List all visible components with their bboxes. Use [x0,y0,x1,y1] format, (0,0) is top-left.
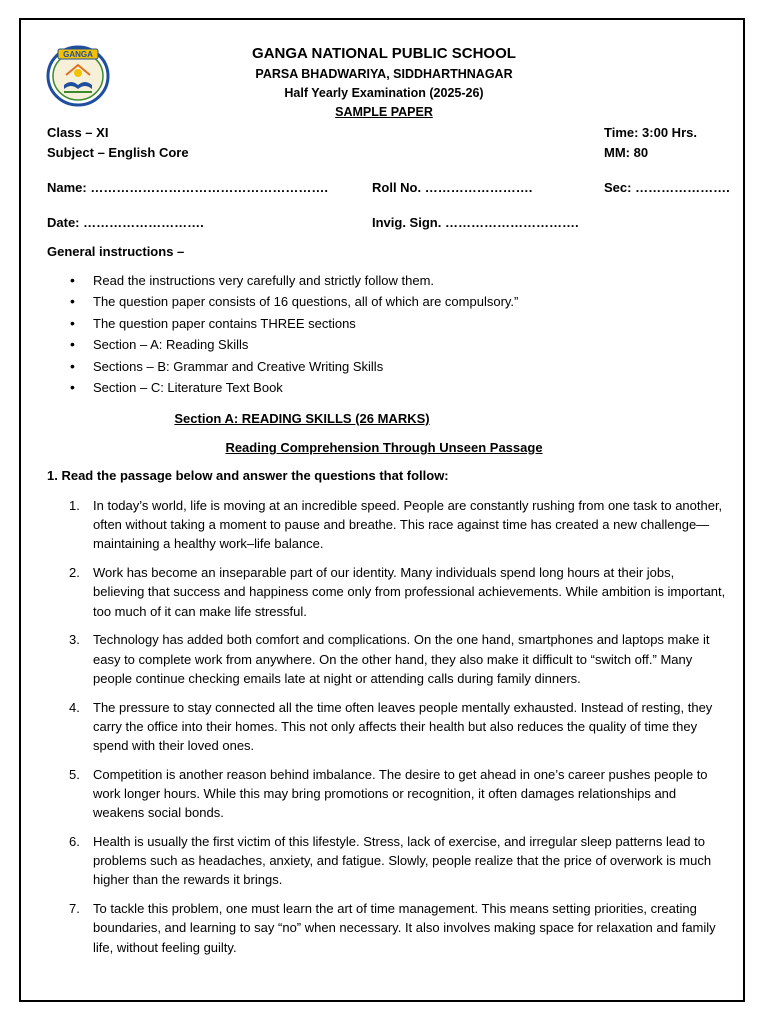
paragraph-text: Work has become an inseparable part of our identity. Many individuals spend long hours at their jobs, believing that success and happiness come only from professional achievements. While ambition is important, too much of it can make life stressful. [93,565,726,619]
roll-field: Roll No. ……………………. [372,180,533,195]
paragraph-number: 7. [69,901,80,917]
section-field: Sec: …………………. [604,180,730,195]
paragraph-number: 2. [69,565,80,581]
paragraph-number: 1. [69,498,80,513]
paragraph-number: 5. [69,766,80,782]
section-a-title: Section A: READING SKILLS (26 MARKS) [174,411,430,426]
passage-paragraph [66,899,726,957]
paragraph-text: Competition is another reason behind imbalance. The desire to get ahead in one’s career pushes people to work longer hours. While this may bring promotions or recognition, it often damages relationships and weakens social bonds. [93,766,708,821]
instructions-heading: General instructions – [47,244,185,259]
instructions-list [70,270,518,398]
paragraph-text: Health is usually the first victim of this lifestyle. Stress, lack of exercise, and irregular sleep patterns lead to problems such as headaches, anxiety, and fatigue. Slowly, people realize that the price of overwork is much higher than the rewards it brings. [93,834,712,888]
name-field: Name: ………………………………………………. [47,180,328,195]
paragraph-text: To tackle this problem, one must learn the art of time management. This means setting priorities, creating boundaries, and learning to say “no” when necessary. It also involves making space for relaxation and family life, without feeling guilty. [93,901,716,955]
instruction-item: • The question paper contains THREE sections [70,313,518,334]
paragraph-number: 4. [69,699,80,715]
time-label: Time: 3:00 Hrs. [604,125,697,140]
passage-paragraph [66,698,726,756]
paragraph-text: The pressure to stay connected all the time often leaves people mentally exhausted. Instead of resting, they carry the office into their homes. This not only affects their health but also reduces the quality of time they spend with their loved ones. [93,699,713,754]
instruction-item: • The question paper consists of 16 questions, all of which are compulsory.” [70,291,518,312]
invigilator-field: Invig. Sign. …………………………. [372,215,579,230]
date-field: Date: ………………………. [47,215,204,230]
class-label: Class – XI [47,125,109,140]
paragraph-text: Technology has added both comfort and complications. On the one hand, smartphones and laptops make it easy to complete work from anywhere. On the other hand, they also make it difficult to “switch off.” Many people continue checking emails late at night or attending calls during family dinners. [93,632,710,686]
passage-paragraph [66,563,726,621]
logo-text: GANGA [63,50,93,59]
question-1-prompt: 1. Read the passage below and answer the questions that follow: [47,468,449,483]
exam-title: Half Yearly Examination (2025-26) [284,86,484,100]
school-name: GANGA NATIONAL PUBLIC SCHOOL [252,45,516,62]
instruction-item: • Sections – B: Grammar and Creative Writing Skills [70,356,518,377]
instruction-item: • Section – A: Reading Skills [70,334,518,355]
section-a-subtitle: Reading Comprehension Through Unseen Passage [225,440,543,455]
passage-paragraph [66,765,726,823]
paper-type: SAMPLE PAPER [335,105,433,119]
passage-paragraph [66,630,726,688]
passage-paragraph [66,832,726,890]
passage-paragraph [66,496,726,554]
paragraph-number: 6. [69,834,80,850]
instruction-item: • Section – C: Literature Text Book [70,377,518,398]
paragraph-text: In today’s world, life is moving at an incredible speed. People are constantly rushing from one task to another, often without taking a moment to pause and breathe. This race against time has created a new challenge—maintaining a healthy work–life balance. [93,498,723,552]
paragraph-number: 3. [69,632,80,648]
school-address: PARSA BHADWARIYA, SIDDHARTHNAGAR [255,67,513,81]
instruction-item: • Read the instructions very carefully and strictly follow them. [70,270,518,291]
passage-paragraphs [66,496,726,966]
subject-label: Subject – English Core [47,145,189,160]
marks-label: MM: 80 [604,145,649,160]
